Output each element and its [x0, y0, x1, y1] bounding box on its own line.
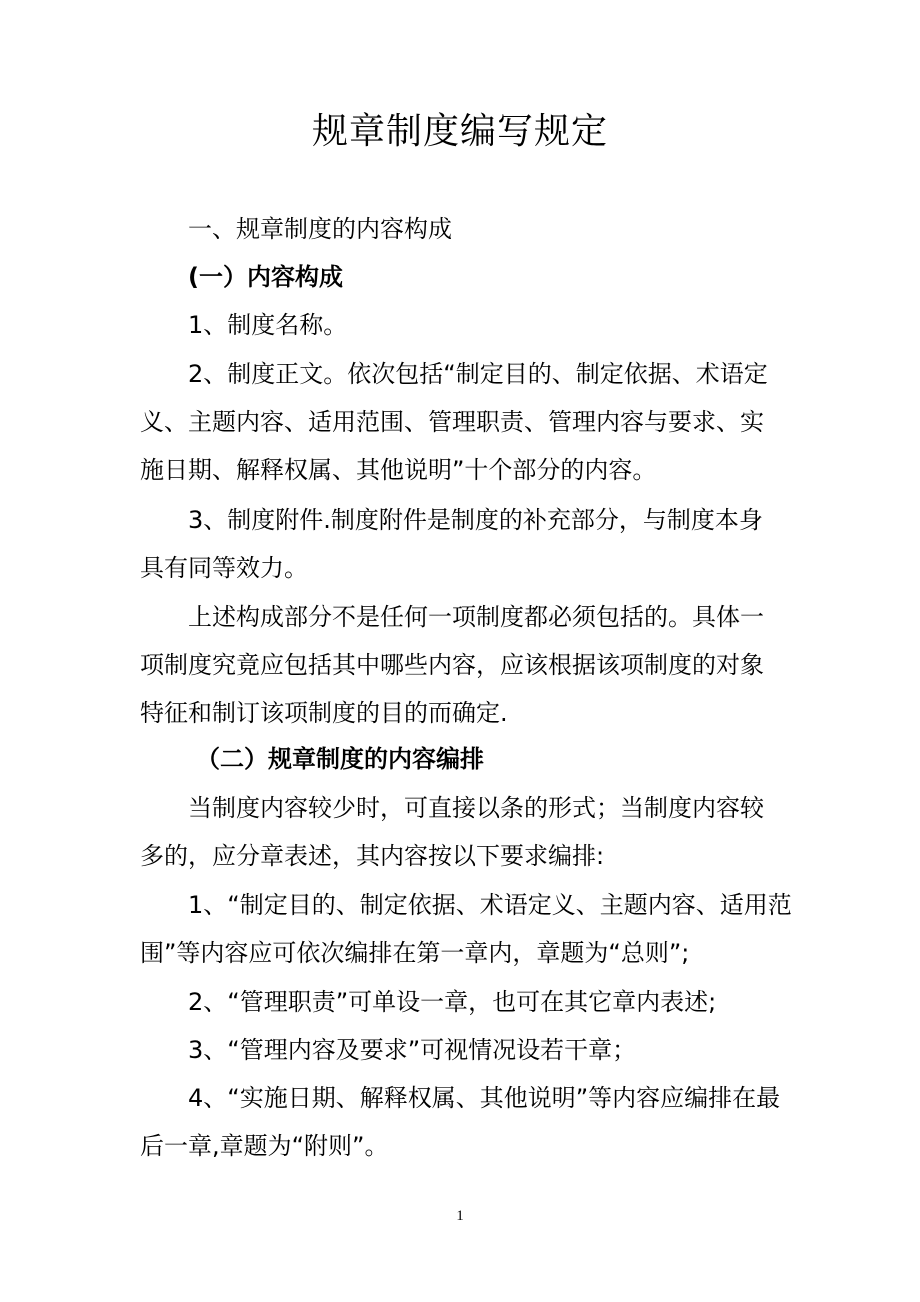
note-line-1: 上述构成部分不是任何一项制度都必须包括的。具体一: [188, 603, 764, 631]
subsection-heading-1-text: (一）内容构成: [188, 263, 343, 291]
subsection-heading-2-text: （二）规章制度的内容编排: [196, 745, 484, 773]
rule-1-paragraph: [140, 881, 792, 977]
rule-1-line-1: 1、“制定目的、制定依据、术语定义、主题内容、适用范: [188, 891, 792, 919]
rule-3-paragraph: [140, 1026, 780, 1074]
rule-4-line-1: 4、“实施日期、解释权属、其他说明”等内容应编排在最: [188, 1084, 781, 1112]
item-3-line-1: 3、制度附件.制度附件是制度的补充部分，与制度本身: [188, 506, 763, 534]
note-line-2: 项制度究竟应包括其中哪些内容，应该根据该项制度的对象: [140, 651, 764, 679]
section-heading-1-text: 一、规章制度的内容构成: [188, 215, 452, 243]
rule-4-paragraph: [140, 1074, 780, 1170]
item-2-line-2: 义、主题内容、适用范围、管理职责、管理内容与要求、实: [140, 408, 764, 436]
item-3-line-2: 具有同等效力。: [140, 554, 308, 582]
item-3-paragraph: [140, 496, 780, 592]
item-1-line: 1、制度名称。: [188, 311, 348, 339]
note-paragraph: [140, 593, 780, 737]
item-2-line-1: 2、制度正文。依次包括“制定目的、制定依据、术语定: [188, 360, 768, 388]
intro-paragraph: [140, 784, 780, 880]
page-number: 1: [456, 1208, 464, 1224]
section-heading-1: [140, 205, 780, 253]
subsection-heading-1: [140, 253, 780, 301]
rule-3-line: 3、“管理内容及要求”可视情况设若干章；: [188, 1036, 637, 1064]
note-line-3: 特征和制订该项制度的目的而确定.: [140, 699, 508, 727]
subsection-heading-2: [140, 735, 780, 783]
intro-line-2: 多的，应分章表述，其内容按以下要求编排:: [140, 842, 605, 870]
rule-2-line: 2、“管理职责”可单设一章，也可在其它章内表述;: [188, 988, 717, 1016]
item-2-line-3: 施日期、解释权属、其他说明”十个部分的内容。: [140, 456, 657, 484]
rule-4-line-2: 后一章,章题为“附则”。: [140, 1132, 389, 1160]
item-1-paragraph: [140, 301, 780, 349]
rule-2-paragraph: [140, 978, 780, 1026]
intro-line-1: 当制度内容较少时，可直接以条的形式；当制度内容较: [188, 794, 764, 822]
rule-1-line-2: 围”等内容应可依次编排在第一章内，章题为“总则”;: [140, 939, 690, 967]
document-title: 规章制度编写规定: [311, 111, 608, 152]
item-2-paragraph: [140, 350, 780, 494]
